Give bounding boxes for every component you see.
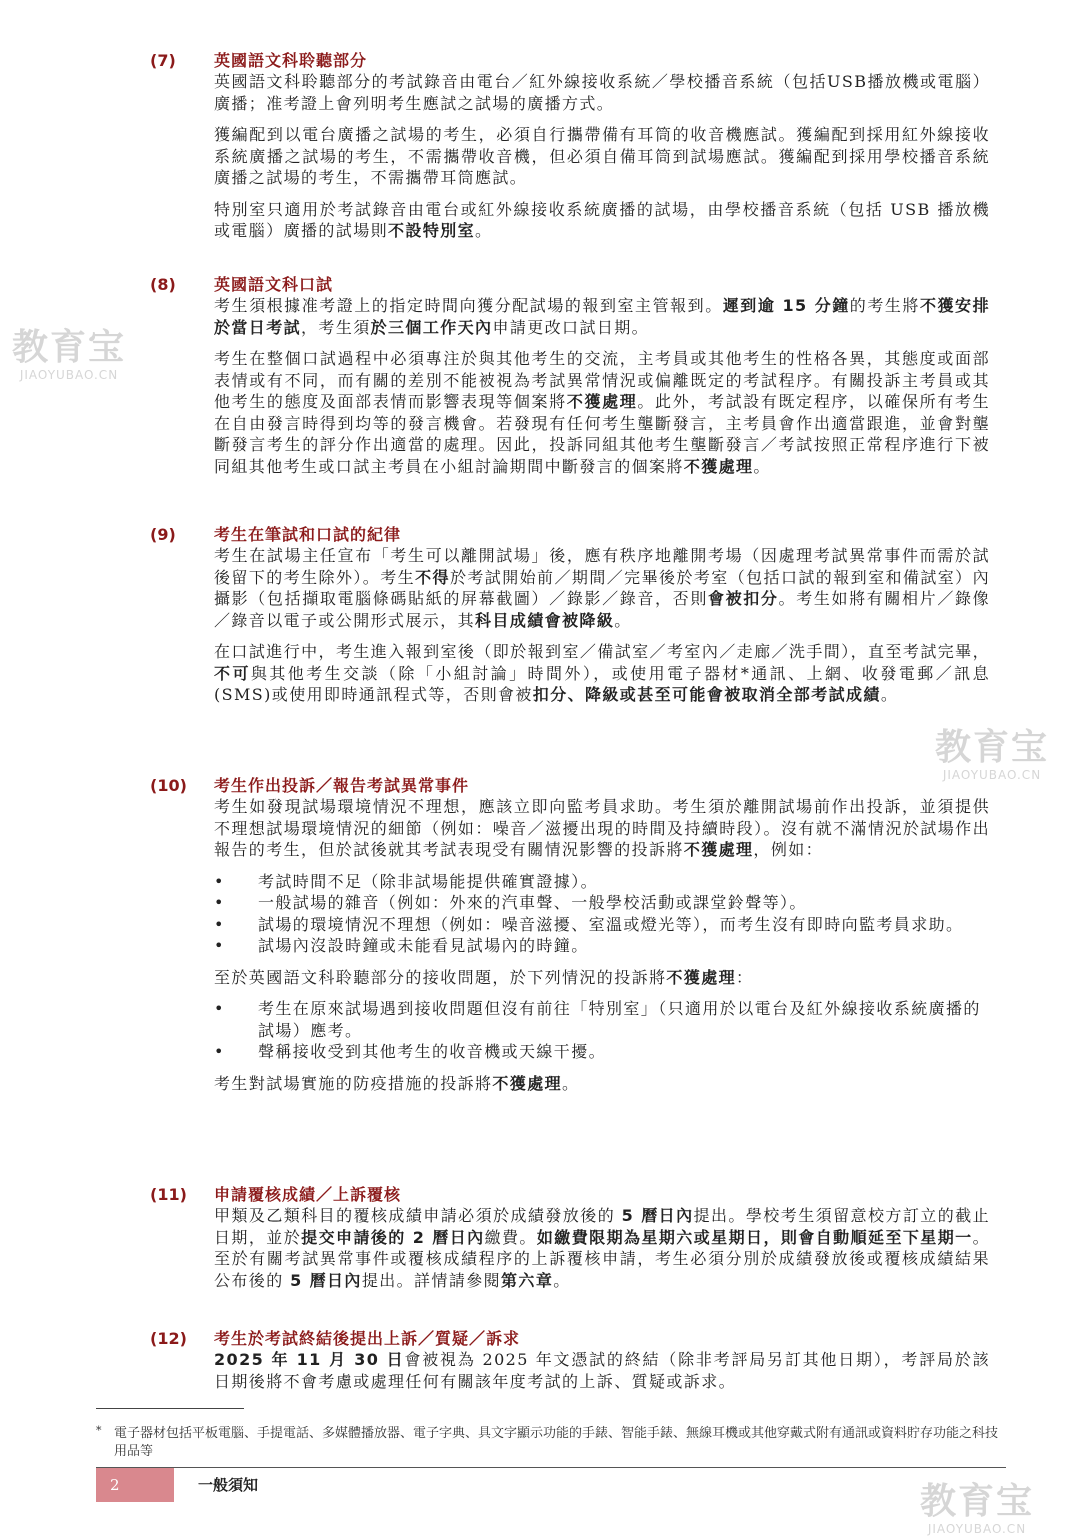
- page-number: 2: [96, 1468, 174, 1502]
- paragraph: 考生在整個口試過程中必須專注於與其他考生的交流，主考員或其他考生的性格各異，其態度或面部表情或有不同，而有關的差別不能被視為考試異常情況或偏離既定的考試程序。有關投訴主考員或其他考生的態度及面部表情而影響表現等個案將不獲處理。此外，考試設有既定程序，以確保所有考生在自由發言時得到均等的發言機會。若發現有任何考生壟斷發言，主考員會作出適當跟進，並會對壟斷發言考生的評分作出適當的處理。因此，投訴同組其他考生壟斷發言／考試按照正常程序進行下被同組其他考生或口試主考員在小組討論期間中斷發言的個案將不獲處理。: [214, 349, 990, 476]
- watermark-logo: 教育宝 JIAOYUBAO.CN: [935, 727, 1050, 782]
- bullet-list: [214, 998, 990, 1063]
- paragraph: 考生在試場主任宣布「考生可以離開試場」後，應有秩序地離開考場（因處理考試異常事件而需於試後留下的考生除外）。考生不得於考試開始前／期間／完畢後於考室（包括口試的報到室和備試室）內攝影（包括擷取電腦條碼貼紙的屏幕截圖）／錄影／錄音，否則會被扣分。考生如將有關相片／錄像／錄音以電子或公開形式展示，其科目成績會被降級。: [214, 546, 991, 630]
- section-title: 考生作出投訴／報告考試異常事件: [214, 776, 470, 795]
- paragraph: 特別室只適用於考試錄音由電台或紅外線接收系統廣播的試場，由學校播音系統（包括 USB 播放機或電腦）廣播的試場則不設特別室。: [214, 199, 990, 240]
- list-item: • 聲稱接收受到其他考生的收音機或天線干擾。: [214, 1042, 607, 1061]
- section-12: [150, 1328, 990, 1402]
- footnote-divider: [96, 1408, 244, 1409]
- section-number: (12): [150, 1329, 187, 1348]
- bullet-icon: •: [214, 893, 225, 912]
- paragraph: 甲類及乙類科目的覆核成績申請必須於成績發放後的 5 曆日內提出。學校考生須留意校方訂立的截止日期，並於提交申請後的 2 曆日內繳費。如繳費限期為星期六或星期日，則會自動順延至下星期一。至於有關考試異常事件或覆核成績程序的上訴覆核申請，考生必須分別於成績發放後或覆核成績結果公布後的 5 曆日內提出。詳情請參閱第六章。: [214, 1206, 990, 1290]
- section-number: (11): [150, 1185, 187, 1204]
- bullet-icon: •: [214, 871, 225, 891]
- paragraph: 考生對試場實施的防疫措施的投訴將不獲處理。: [214, 1073, 580, 1093]
- paragraph: 英國語文科聆聽部分的考試錄音由電台／紅外線接收系統／學校播音系統（包括USB播放機或電腦）廣播；准考證上會列明考生應試之試場的廣播方式。: [214, 72, 990, 113]
- section-title: 英國語文科聆聽部分: [214, 51, 368, 70]
- bullet-icon: •: [214, 914, 225, 934]
- section-9: [150, 524, 990, 716]
- section-10: [150, 775, 990, 1104]
- list-item: • 考試時間不足（除非試場能提供確實證據）。: [214, 871, 599, 891]
- footnote: [96, 1425, 1006, 1461]
- footnote-mark: *: [96, 1424, 102, 1437]
- footer-divider: [96, 1467, 1006, 1468]
- section-number: (10): [150, 776, 187, 795]
- section-title: 考生於考試終結後提出上訴／質疑／訴求: [214, 1329, 521, 1348]
- bullet-icon: •: [214, 999, 225, 1018]
- section-8: [150, 274, 990, 487]
- paragraph: 獲編配到以電台廣播之試場的考生，必須自行攜帶備有耳筒的收音機應試。獲編配到採用紅外線接收系統廣播之試場的考生，不需攜帶收音機，但必須自備耳筒到試場應試。獲編配到採用學校播音系統廣播之試場的考生，不需攜帶耳筒應試。: [214, 125, 990, 187]
- footnote-text: 電子器材包括平板電腦、手提電話、多媒體播放器、電子字典、具文字顯示功能的手錶、智能手錶、無線耳機或其他穿戴式附有通訊或資料貯存功能之科技用品等: [114, 1426, 999, 1459]
- paragraph: 2025 年 11 月 30 日會被視為 2025 年文憑試的終結（除非考評局另訂其他日期），考評局於該日期後將不會考慮或處理任何有關該年度考試的上訴、質疑或訴求。: [214, 1350, 990, 1391]
- section-number: (7): [150, 51, 176, 70]
- list-item: • 一般試場的雜音（例如：外來的汽車聲、一般學校活動或課堂鈴聲等）。: [214, 893, 807, 912]
- section-7: [150, 50, 990, 252]
- watermark-logo: 教育宝 JIAOYUBAO.CN: [920, 1481, 1035, 1536]
- section-title: 申請覆核成績／上訴覆核: [214, 1185, 402, 1204]
- bullet-icon: •: [214, 1042, 225, 1061]
- list-item: • 試場內沒設時鐘或未能看見試場內的時鐘。: [214, 936, 589, 955]
- section-number: (8): [150, 275, 176, 294]
- bullet-list: [214, 871, 990, 957]
- section-number: (9): [150, 525, 176, 544]
- paragraph: 在口試進行中，考生進入報到室後（即於報到室／備試室／考室內／走廊／洗手間），直至考試完畢，不可與其他考生交談（除「小組討論」時間外），或使用電子器材*通訊、上網、收發電郵／訊息(SMS)或使用即時通訊程式等，否則會被扣分、降級或甚至可能會被取消全部考試成績。: [214, 642, 990, 704]
- section-11: [150, 1184, 990, 1301]
- bullet-icon: •: [214, 936, 225, 955]
- paragraph: 考生須根據准考證上的指定時間向獲分配試場的報到室主管報到。遲到逾 15 分鐘的考生將不獲安排於當日考試，考生須於三個工作天內申請更改口試日期。: [214, 296, 990, 337]
- chapter-title: 一般須知: [198, 1476, 259, 1494]
- paragraph: 至於英國語文科聆聽部分的接收問題，於下列情況的投訴將不獲處理：: [214, 967, 754, 987]
- section-title: 考生在筆試和口試的紀律: [214, 525, 402, 544]
- list-item: • 考生在原來試場遇到接收問題但沒有前往「特別室」（只適用於以電台及紅外線接收系統廣播的試場）應考。: [214, 999, 981, 1040]
- list-item: • 試場的環境情況不理想（例如：噪音滋擾、室溫或燈光等），而考生沒有即時向監考員求助。: [214, 914, 964, 934]
- section-title: 英國語文科口試: [214, 275, 334, 294]
- watermark-logo: 教育宝 JIAOYUBAO.CN: [12, 327, 127, 382]
- paragraph: 考生如發現試場環境情況不理想，應該立即向監考員求助。考生須於離開試場前作出投訴，並須提供不理想試場環境情況的細節（例如：噪音／滋擾出現的時間及持續時段）。沒有就不滿情況於試場作出報告的考生，但於試後就其考試表現受有關情況影響的投訴將不獲處理，例如：: [214, 797, 990, 859]
